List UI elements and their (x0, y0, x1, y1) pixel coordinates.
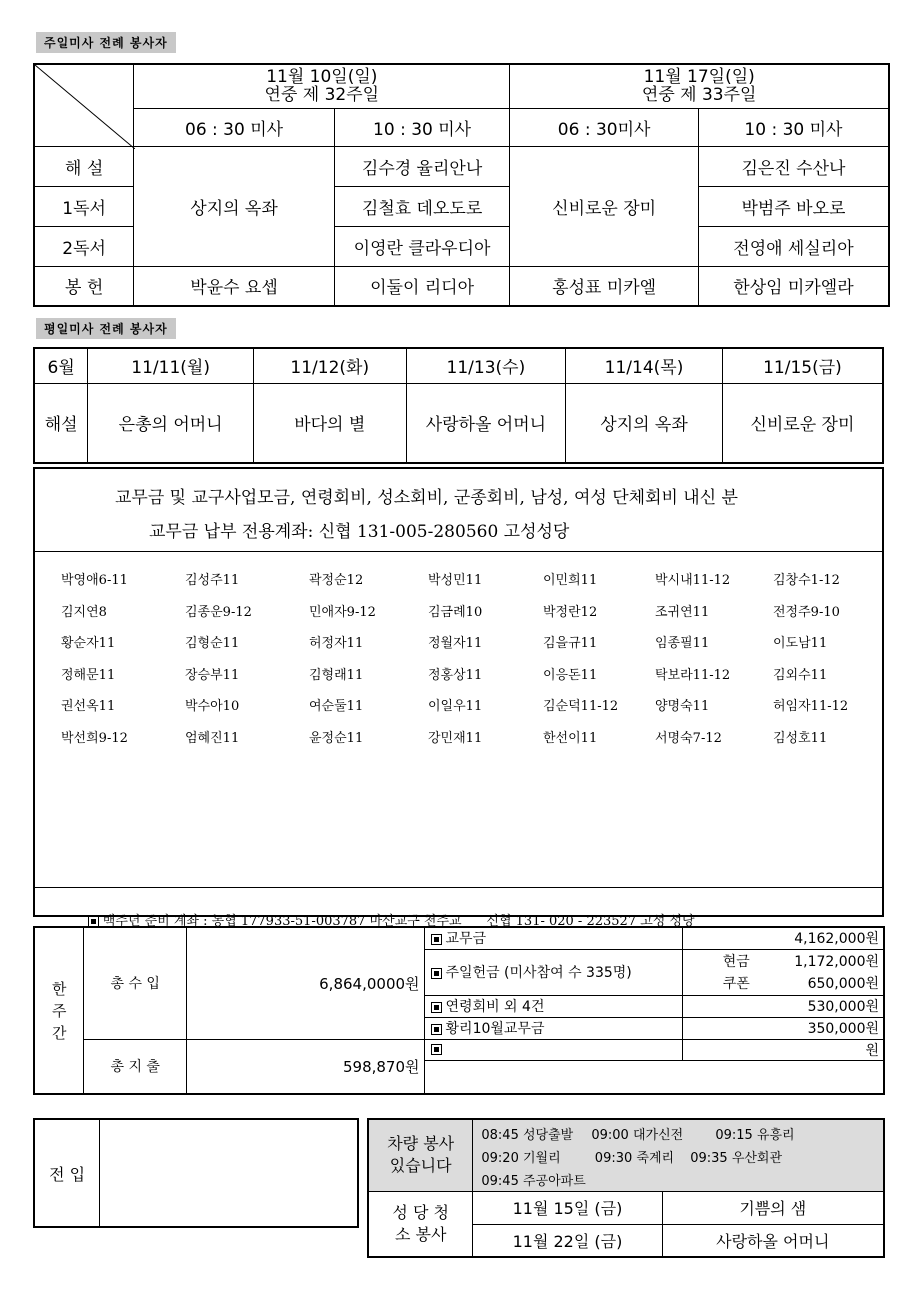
donor-name: 박성민11 (428, 573, 483, 588)
offering-cash-row (683, 950, 883, 972)
donor-name: 박시내11-12 (655, 573, 731, 588)
donations-heading: 교무금 및 교구사업모금, 연령회비, 성소회비, 군종회비, 남성, 여성 단체회비 내신 분 (115, 488, 738, 508)
sunday-date-1-date: 11월 10일(일) (266, 67, 378, 88)
donations-header (35, 469, 882, 552)
cleaning-date-1: 11월 15일 (금) (473, 1191, 662, 1224)
donor-name: 임종필11 (655, 636, 710, 651)
weekday-day-5: 11/15(금) (722, 348, 883, 383)
sunday-section-label: 주일미사 전례 봉사자 (36, 32, 176, 53)
car-schedule (473, 1119, 884, 1191)
donor-name: 강민재11 (428, 730, 483, 746)
square-bullet-icon (431, 1024, 442, 1035)
cleaning-date-2: 11월 22일 (금) (473, 1224, 662, 1257)
weekday-day-1: 11/11(월) (88, 348, 254, 383)
col2-commentary: 김수경 율리안나 (334, 146, 510, 186)
donor-name: 김금례10 (428, 604, 483, 620)
car-stop: 09:30 죽계리 (594, 1151, 675, 1166)
donor-name: 탁보라11-12 (655, 667, 731, 683)
car-stop: 09:45 주공아파트 (481, 1174, 586, 1189)
weekday-group-2: 바다의 별 (253, 383, 406, 463)
donor-name: 이일우11 (428, 699, 483, 714)
weekday-role: 해설 (34, 383, 88, 463)
expense-total: 598,870원 (187, 1039, 424, 1094)
sunday-date-2 (510, 64, 889, 108)
donor-name: 양명숙11 (655, 699, 710, 714)
col4-offertory: 한상임 미카엘라 (698, 266, 889, 306)
donations-account: 교무금 납부 전용계좌: 신협 131-005-280560 고성성당 (149, 522, 570, 542)
donor-name: 김성호11 (773, 730, 828, 746)
role-reading-2: 2독서 (34, 226, 134, 266)
income-item-1-amount: 4,162,000원 (682, 927, 884, 949)
weekday-group-5: 신비로운 장미 (722, 383, 883, 463)
income-item-4 (424, 1017, 682, 1039)
sunday-schedule-table (33, 63, 890, 307)
mass-time-4: 10 : 30 미사 (698, 108, 889, 146)
car-service-label (368, 1119, 473, 1191)
donor-name: 전정주9-10 (773, 604, 840, 620)
car-stop: 09:15 유흥리 (715, 1128, 795, 1143)
service-table (367, 1118, 885, 1258)
weekday-schedule-table (33, 347, 884, 464)
income-item-3-name: 연령회비 외 4건 (445, 999, 545, 1015)
col2-reading-2: 이영란 클라우디아 (334, 226, 510, 266)
donor-name: 김종운9-12 (185, 604, 252, 620)
col4-commentary: 김은진 수산나 (698, 146, 889, 186)
donor-name: 김창수1-12 (773, 573, 840, 588)
sunday-date-1-week: 연중 제 32주일 (264, 85, 380, 106)
centennial-row (35, 887, 882, 929)
donor-name: 허임자11-12 (773, 699, 849, 714)
donor-name: 박수아10 (185, 699, 240, 714)
donor-name: 김성주11 (185, 573, 240, 588)
offering-cash-amount: 1,172,000원 (794, 954, 879, 970)
donor-name: 정해문11 (61, 667, 116, 683)
donor-name: 김형순11 (185, 636, 240, 651)
weekday-day-2: 11/12(화) (253, 348, 406, 383)
weekday-day-4: 11/14(목) (566, 348, 723, 383)
donor-name: 윤정순11 (309, 730, 364, 746)
donor-name: 정월자11 (428, 636, 483, 651)
sunday-date-2-week: 연중 제 33주일 (641, 85, 757, 106)
car-stop: 09:00 대가신전 (591, 1128, 684, 1143)
cleaning-group-1: 기쁨의 샘 (662, 1191, 884, 1224)
offering-cash-label: 현금 (722, 954, 750, 970)
weekday-group-3: 사랑하올 어머니 (406, 383, 566, 463)
donor-name: 민애자9-12 (309, 604, 376, 620)
donor-name: 여순둘11 (309, 699, 364, 714)
offering-coupon-amount: 650,000원 (807, 976, 879, 992)
donor-name: 엄혜진11 (185, 730, 240, 746)
mass-time-1: 06 : 30 미사 (134, 108, 335, 146)
transfer-in-table (33, 1118, 359, 1228)
offering-coupon-label: 쿠폰 (722, 976, 750, 992)
income-item-4-amount: 350,000원 (682, 1017, 884, 1039)
donations-box (33, 467, 884, 929)
finance-period (34, 927, 84, 1094)
weekday-group-1: 은총의 어머니 (88, 383, 254, 463)
car-stop: 09:35 우산회관 (690, 1151, 783, 1166)
donor-name: 이민희11 (543, 573, 598, 588)
car-schedule-row-2 (481, 1147, 782, 1166)
income-item-5 (424, 1039, 682, 1060)
income-item-4-name: 황리10월교무금 (445, 1021, 545, 1037)
diagonal-line (35, 65, 135, 149)
sunday-date-1 (134, 64, 510, 108)
role-reading-1: 1독서 (34, 186, 134, 226)
car-stop: 09:20 기월리 (481, 1151, 561, 1166)
donor-name: 조귀연11 (655, 604, 710, 620)
weekday-day-3: 11/13(수) (406, 348, 566, 383)
col4-reading-2: 전영애 세실리아 (698, 226, 889, 266)
donor-name: 김순덕11-12 (543, 699, 619, 714)
square-bullet-icon (431, 968, 442, 979)
centennial-text: 백주년 준비 계좌 : 농협 177933-51-003787 마산교구 천주교 신협 131- 020 - 223527 고성 성당 (102, 914, 695, 929)
col1-group: 상지의 옥좌 (134, 146, 335, 266)
finance-period-text: 한주간 (51, 979, 67, 1042)
mass-time-2: 10 : 30 미사 (334, 108, 510, 146)
car-stop: 08:45 성당출발 (481, 1128, 574, 1143)
square-bullet-icon (431, 934, 442, 945)
donor-name: 이응돈11 (543, 667, 598, 683)
diagonal-corner-cell (34, 64, 134, 146)
transfer-in-label: 전 입 (34, 1119, 100, 1227)
donor-name: 정홍상11 (428, 667, 483, 683)
weekday-section-label: 평일미사 전례 봉사자 (36, 318, 176, 339)
donor-name: 김외수11 (773, 667, 828, 683)
donor-name: 장승부11 (185, 667, 240, 683)
square-bullet-icon (431, 1044, 442, 1055)
donor-name: 박영애6-11 (61, 573, 128, 588)
car-schedule-row-1 (481, 1124, 794, 1143)
finance-table (33, 926, 885, 1095)
income-label: 총 수 입 (84, 927, 187, 1039)
role-offertory: 봉 헌 (34, 266, 134, 306)
income-item-3-amount: 530,000원 (682, 995, 884, 1017)
donor-name: 허정자11 (309, 636, 364, 651)
donor-name: 황순자11 (61, 636, 116, 651)
donor-name: 곽정순12 (309, 573, 364, 588)
income-item-1-name: 교무금 (445, 931, 487, 948)
donor-name: 김을규11 (543, 636, 598, 651)
car-schedule-row-3 (481, 1170, 585, 1189)
donor-name: 권선옥11 (61, 699, 116, 714)
cleaning-label-text: 성 당 청소 봉사 (392, 1202, 449, 1244)
income-total: 6,864,0000원 (187, 927, 424, 1039)
weekday-month: 6월 (34, 348, 88, 383)
donor-name: 박정란12 (543, 604, 598, 620)
cleaning-label (368, 1191, 473, 1257)
col2-reading-1: 김철효 데오도로 (334, 186, 510, 226)
col2-offertory: 이둘이 리디아 (334, 266, 510, 306)
income-item-2-sub (682, 949, 884, 995)
donor-name: 한선이11 (543, 730, 598, 746)
weekday-group-4: 상지의 옥좌 (566, 383, 723, 463)
role-commentary: 해 설 (34, 146, 134, 186)
donor-name: 김지연8 (61, 604, 107, 620)
cleaning-group-2: 사랑하올 어머니 (662, 1224, 884, 1257)
car-service-label-text: 차량 봉사 있습니다 (387, 1134, 455, 1176)
income-item-3 (424, 995, 682, 1017)
col3-group: 신비로운 장미 (510, 146, 699, 266)
sunday-date-2-date: 11월 17일(일) (643, 67, 755, 88)
donor-name: 박선희9-12 (61, 730, 128, 746)
income-item-5-amount: 원 (682, 1039, 884, 1060)
col1-offertory: 박윤수 요셉 (134, 266, 335, 306)
offering-coupon-row (683, 972, 883, 994)
transfer-in-value (100, 1119, 358, 1227)
income-item-2-name: 주일헌금 (미사참여 수 335명) (445, 965, 632, 981)
income-item-2 (424, 949, 682, 995)
donor-name: 김형래11 (309, 667, 364, 683)
mass-time-3: 06 : 30미사 (510, 108, 699, 146)
finance-empty-cell (424, 1060, 884, 1094)
donor-name: 이도남11 (773, 636, 828, 651)
donor-name: 서명숙7-12 (655, 730, 722, 746)
income-item-1 (424, 927, 682, 949)
square-bullet-icon (431, 1002, 442, 1013)
expense-label: 총 지 출 (84, 1039, 187, 1094)
col3-offertory: 홍성표 미카엘 (510, 266, 699, 306)
col4-reading-1: 박범주 바오로 (698, 186, 889, 226)
